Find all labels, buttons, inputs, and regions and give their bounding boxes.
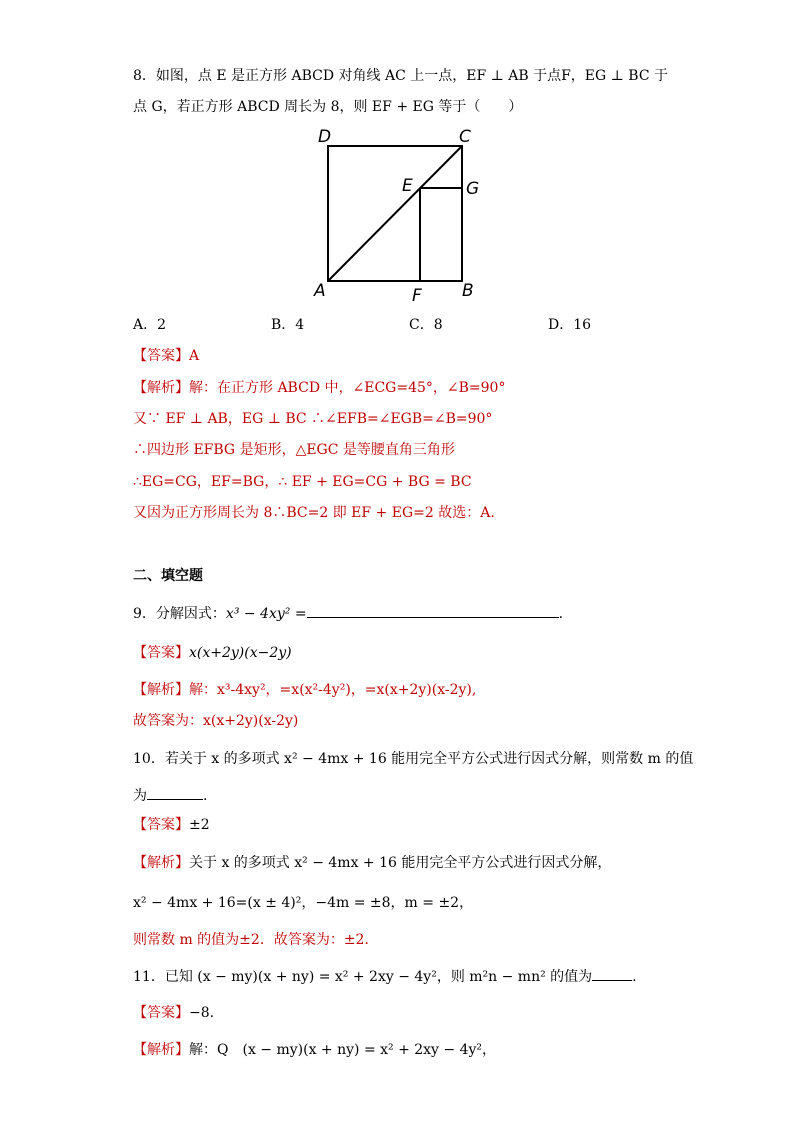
q10-stem-line2: 为 . (133, 785, 207, 806)
label-f: F (412, 286, 422, 306)
q8-geometry-figure (300, 124, 500, 310)
q8-answer (133, 346, 199, 366)
q8-analysis-line5: 又因为正方形周长为 8∴BC=2 即 EF + EG=2 故选：A. (133, 505, 495, 521)
q10-answer: 【答案】±2 (133, 817, 210, 833)
q10-analysis-line2: x² − 4mx + 16=(x ± 4)²，−4m = ±8，m = ±2， (133, 895, 474, 911)
label-e: E (402, 176, 413, 196)
q10-stem-line1: 10．若关于 x 的多项式 x² − 4mx + 16 能用完全平方公式进行因式分解，则常数 m 的值 (133, 751, 694, 767)
q8-stem-line1: 8．如图，点 E 是正方形 ABCD 对角线 AC 上一点，EF ⊥ AB 于点F，EG ⊥ BC 于 (133, 68, 668, 84)
q8-option-a: A．2 (133, 317, 167, 333)
q8-option-c: C．8 (409, 317, 443, 333)
q8-analysis-line3: ∴四边形 EFBG 是矩形，△EGC 是等腰直角三角形 (133, 442, 455, 458)
q8-option-b: B．4 (271, 317, 305, 333)
q10-analysis-line3: 则常数 m 的值为±2．故答案为：±2． (133, 932, 379, 948)
diagonal-ac (328, 146, 462, 281)
q8-analysis-line4: ∴EG=CG，EF=BG，∴ EF + EG=CG + BG = BC (133, 474, 472, 490)
q11-analysis-line1: 【解析】解：Q (x − my)(x + ny) = x² + 2xy − 4y²， (133, 1042, 497, 1058)
answer-blank (307, 603, 559, 618)
section-title: 二、填空题 (133, 568, 203, 584)
q11-stem: 11．已知 (x − my)(x + ny) = x² + 2xy − 4y²，则 m²n − mn² 的值为 . (133, 966, 637, 987)
answer-tag: 【答案】 (133, 348, 189, 364)
q9-analysis-line2: 故答案为：x(x+2y)(x-2y) (133, 713, 299, 729)
label-g: G (466, 179, 480, 199)
q9-answer: 【答案】x(x+2y)(x−2y) (133, 645, 292, 661)
answer-blank (592, 966, 632, 981)
answer-blank (147, 785, 203, 800)
q8-stem-line2: 点 G，若正方形 ABCD 周长为 8，则 EF + EG 等于（ ） (133, 99, 523, 115)
answer-value: A (189, 348, 200, 364)
label-b: B (462, 281, 474, 301)
q9-analysis-line1: 【解析】解：x³-4xy²，=x(x²-4y²)，=x(x+2y)(x-2y), (133, 682, 477, 698)
q8-analysis-line1: 【解析】解：在正方形 ABCD 中，∠ECG=45°，∠B=90° (133, 380, 506, 396)
label-a: A (314, 281, 326, 301)
q8-analysis-line2: 又∵ EF ⊥ AB，EG ⊥ BC ∴∠EFB=∠EGB=∠B=90° (133, 411, 493, 427)
q8-option-d: D．16 (548, 317, 592, 333)
q11-answer: 【答案】−8. (133, 1005, 215, 1021)
label-d: D (318, 127, 332, 147)
q9-stem: 9．分解因式：x³ − 4xy² = . (133, 603, 563, 624)
q10-analysis-line1: 【解析】关于 x 的多项式 x² − 4mx + 16 能用完全平方公式进行因式分解， (133, 855, 612, 871)
analysis-tag: 【解析】 (133, 380, 189, 396)
label-c: C (459, 127, 471, 147)
